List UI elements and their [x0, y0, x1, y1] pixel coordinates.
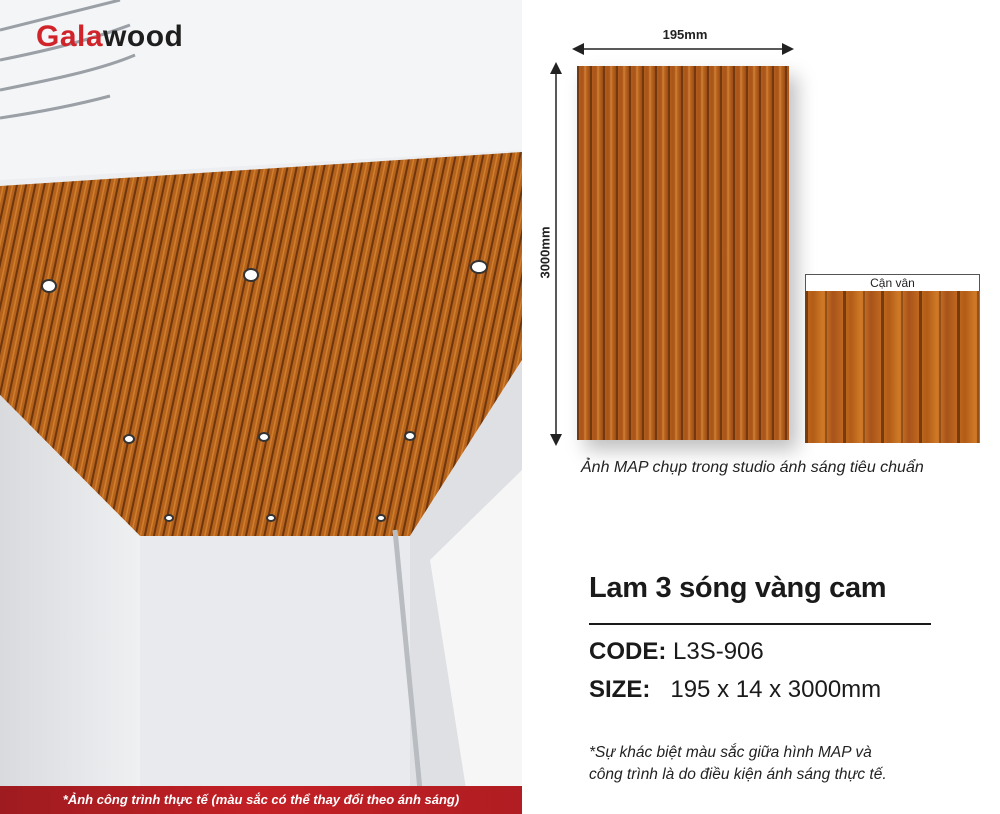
code-key: CODE:: [589, 638, 667, 665]
size-key: SIZE:: [589, 676, 651, 703]
sample-panel-image: [577, 66, 789, 440]
color-note: [589, 742, 969, 786]
length-dimension-label: 3000mm: [537, 226, 553, 279]
closeup-image: [805, 291, 980, 443]
note-line-1: *Sự khác biệt màu sắc giữa hình MAP và: [589, 744, 872, 761]
size-row: [589, 676, 881, 704]
note-line-2: công trình là do điều kiện ánh sáng thực tế.: [589, 766, 887, 783]
map-caption: Ảnh MAP chụp trong studio ánh sáng tiêu chuẩn: [581, 459, 924, 476]
size-value: 195 x 14 x 3000mm: [670, 676, 882, 703]
brand-logo: Galawood: [36, 20, 184, 53]
width-dimension-label: 195mm: [662, 27, 708, 42]
photo-caption: *Ảnh công trình thực tế (màu sắc có thể thay đổi theo ánh sáng): [0, 786, 522, 814]
code-row: [589, 638, 764, 666]
code-value: L3S-906: [673, 638, 764, 665]
closeup-label: Cận vân: [805, 274, 980, 292]
product-title: Lam 3 sóng vàng cam: [589, 572, 887, 604]
title-divider: [589, 623, 931, 625]
